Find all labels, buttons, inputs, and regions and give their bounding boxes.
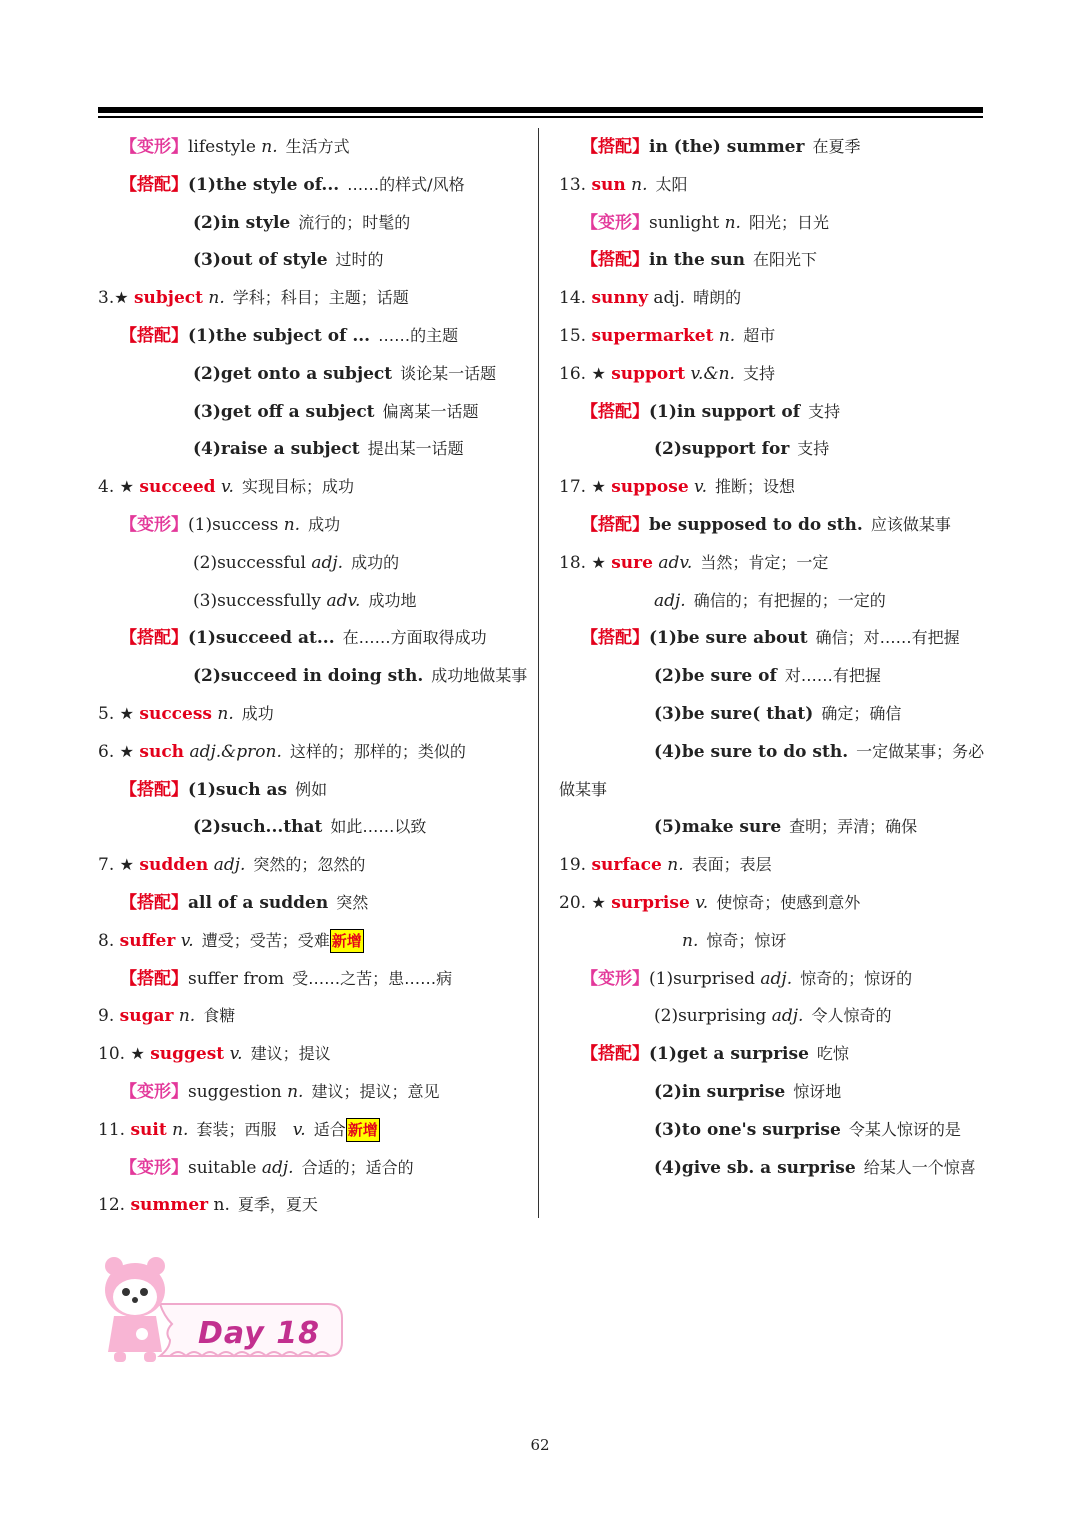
collocation-tag: 【搭配】 (120, 174, 188, 195)
star-icon: ★ (119, 855, 134, 875)
collocation-tag: 【搭配】 (120, 892, 188, 913)
entry-line: 【搭配】(1)get a surprise 吃惊 (581, 1044, 849, 1065)
star-icon: ★ (591, 552, 606, 572)
page-number: 62 (530, 1436, 550, 1454)
entry-headword: 9. sugar n. 食糖 (98, 1006, 236, 1027)
entry-line: 【变形】(1)success n. 成功 (120, 514, 341, 535)
entry-line: 【搭配】in (the) summer 在夏季 (581, 137, 861, 157)
new-badge: 新增 (330, 929, 364, 953)
entry-line: 【搭配】(1)the style of... ……的样式/风格 (120, 174, 465, 195)
star-icon: ★ (119, 703, 134, 723)
entry-line: (3)successfully adv. 成功地 (193, 590, 417, 611)
left-column (98, 128, 530, 1224)
day-label: Day 18 (198, 1316, 320, 1351)
entry-headword: 3.★ subject n. 学科；科目；主题；话题 (98, 288, 409, 309)
entry-line: 【变形】lifestyle n. 生活方式 (120, 137, 350, 157)
entry-line: 【搭配】in the sun 在阳光下 (581, 250, 817, 271)
entry-headword: 15. supermarket n. 超市 (559, 325, 776, 346)
entry-line: 【变形】(1)surprised adj. 惊奇的；惊讶的 (581, 968, 913, 989)
entry-headword: 5. ★ success n. 成功 (98, 703, 274, 724)
variant-tag: 【变形】 (120, 137, 188, 157)
header-rule-thick (98, 107, 983, 113)
entry-line: 【变形】suggestion n. 建议；提议；意见 (120, 1081, 440, 1102)
entry-line: 【搭配】(1)the subject of ... ……的主题 (120, 325, 459, 346)
entry-line: 【变形】sunlight n. 阳光；日光 (581, 212, 829, 233)
entry-line: (2)such...that 如此……以致 (193, 817, 427, 838)
entry-line: (3)to one's surprise 令某人惊讶的是 (654, 1119, 961, 1140)
entry-headword: 8. suffer v. 遭受；受苦；受难 新增 (98, 922, 530, 960)
header-rule-thin (98, 116, 983, 118)
entry-line: (2)successful adj. 成功的 (193, 552, 400, 573)
star-icon: ★ (130, 1044, 145, 1064)
entry-headword: 16. ★ support v.&n. 支持 (559, 363, 775, 384)
entry-line: (4)give sb. a surprise 给某人一个惊喜 (654, 1157, 976, 1178)
variant-tag: 【变形】 (120, 1157, 188, 1178)
collocation-tag: 【搭配】 (581, 514, 649, 535)
entry-headword: 19. surface n. 表面；表层 (559, 855, 772, 876)
right-column (559, 128, 987, 1186)
entry-line: 【搭配】be supposed to do sth. 应该做某事 (581, 514, 951, 535)
entry-headword: 4. ★ succeed v. 实现目标；成功 (98, 477, 354, 498)
entry-headword: 20. ★ surprise v. 使惊奇；使感到意外 (559, 892, 861, 913)
collocation-tag: 【搭配】 (120, 628, 188, 649)
entry-line: 【搭配】(1)succeed at... 在……方面取得成功 (120, 628, 487, 649)
entry-line: (4)be sure to do sth. 一定做某事；务必 (654, 741, 985, 762)
new-badge: 新增 (346, 1118, 380, 1142)
collocation-tag: 【搭配】 (581, 1044, 649, 1065)
day-banner (100, 1252, 350, 1372)
entry-line: (2)succeed in doing sth. 成功地做某事 (193, 666, 528, 687)
entry-line: (3)out of style 过时的 (193, 250, 384, 271)
pink-bear-mascot-icon (100, 1252, 350, 1372)
entry-line: 【变形】suitable adj. 合适的；适合的 (120, 1157, 414, 1178)
entry-line: (2)surprising adj. 令人惊奇的 (654, 1006, 892, 1027)
entry-headword: 12. summer n. 夏季，夏天 (98, 1195, 318, 1216)
star-icon: ★ (119, 741, 134, 761)
collocation-tag: 【搭配】 (581, 401, 649, 422)
variant-tag: 【变形】 (581, 212, 649, 233)
entry-line: 【搭配】(1)such as 例如 (120, 779, 328, 800)
entry-line: (4)raise a subject 提出某一话题 (193, 439, 464, 460)
variant-tag: 【变形】 (581, 968, 649, 989)
entry-line: 做某事 (559, 779, 608, 799)
variant-tag: 【变形】 (120, 514, 188, 535)
entry-headword: 7. ★ sudden adj. 突然的；忽然的 (98, 855, 366, 876)
entry-line: 【搭配】(1)be sure about 确信；对……有把握 (581, 628, 960, 649)
entry-headword: 10. ★ suggest v. 建议；提议 (98, 1044, 331, 1065)
entry-line: 【搭配】(1)in support of 支持 (581, 401, 841, 422)
star-icon: ★ (114, 288, 129, 308)
entry-line: 【搭配】suffer from 受……之苦；患……病 (120, 968, 453, 989)
collocation-tag: 【搭配】 (120, 325, 188, 346)
entry-line: (5)make sure 查明；弄清；确保 (654, 817, 918, 838)
entry-line: (2)get onto a subject 谈论某一话题 (193, 363, 497, 384)
collocation-tag: 【搭配】 (581, 628, 649, 649)
star-icon: ★ (591, 892, 606, 912)
entry-line: (2)in style 流行的；时髦的 (193, 212, 411, 233)
entry-headword: 14. sunny adj. 晴朗的 (559, 288, 742, 309)
entry-headword: 11. suit n. 套装；西服 v. 适合 新增 (98, 1111, 530, 1149)
column-divider (538, 128, 539, 1218)
entry-line: 【搭配】all of a sudden 突然 (120, 892, 369, 913)
entry-headword: 17. ★ suppose v. 推断；设想 (559, 477, 796, 498)
star-icon: ★ (119, 477, 134, 497)
entry-line: n. 惊奇；惊讶 (682, 930, 787, 951)
entry-headword: 18. ★ sure adv. 当然；肯定；一定 (559, 552, 829, 573)
collocation-tag: 【搭配】 (120, 779, 188, 800)
entry-line: (3)be sure( that) 确定；确信 (654, 703, 902, 724)
variant-tag: 【变形】 (120, 1081, 188, 1102)
entry-line: (2)be sure of 对……有把握 (654, 666, 881, 687)
star-icon: ★ (591, 477, 606, 497)
entry-line: (2)support for 支持 (654, 439, 830, 460)
entry-line: adj. 确信的；有把握的；一定的 (654, 590, 886, 611)
entry-headword: 6. ★ such adj.&pron. 这样的；那样的；类似的 (98, 741, 466, 762)
entry-headword: 13. sun n. 太阳 (559, 174, 688, 195)
star-icon: ★ (591, 363, 606, 383)
collocation-tag: 【搭配】 (581, 137, 649, 157)
entry-line: (2)in surprise 惊讶地 (654, 1081, 842, 1102)
collocation-tag: 【搭配】 (581, 250, 649, 271)
collocation-tag: 【搭配】 (120, 968, 188, 989)
entry-line: (3)get off a subject 偏离某一话题 (193, 401, 479, 422)
